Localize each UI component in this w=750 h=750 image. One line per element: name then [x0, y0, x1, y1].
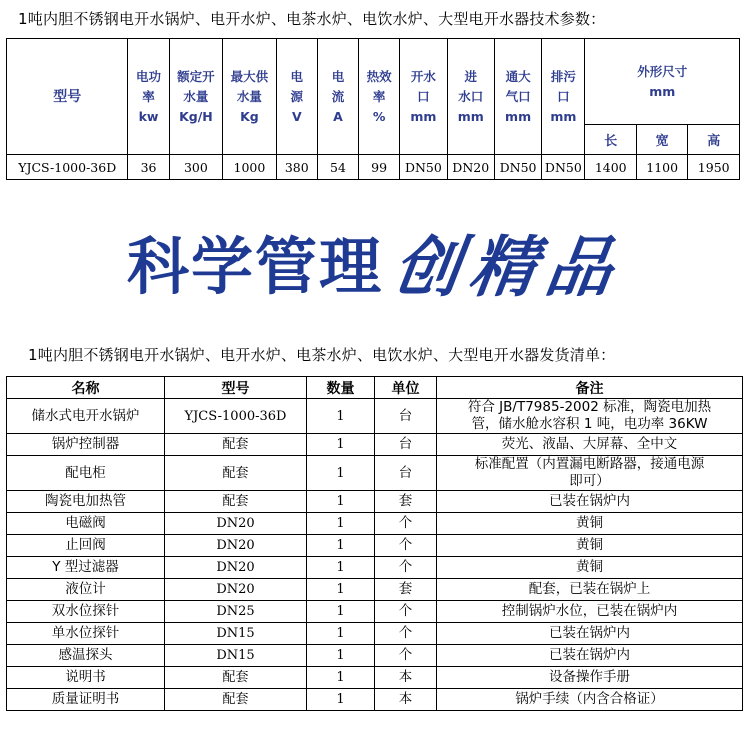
spec-cell-efficiency: 99: [359, 155, 400, 180]
spec-cell-drain: DN50: [542, 155, 585, 180]
packing-row: [7, 689, 743, 711]
packing-cell-unit: 台: [375, 434, 437, 456]
packing-note-line: 控制锅炉水位，已装在锅炉内: [501, 603, 678, 619]
spec-cell-current: 54: [317, 155, 358, 180]
slogan-accent: 创精品: [388, 228, 628, 306]
packing-row: [7, 399, 743, 434]
packing-cell-model: DN20: [165, 535, 307, 557]
spec-header-supply: 最大供 水量 Kg: [223, 39, 277, 155]
packing-cell-model: 配套: [165, 667, 307, 689]
packing-row: [7, 491, 743, 513]
packing-cell-qty: 1: [307, 645, 375, 667]
packing-cell-note: [437, 645, 743, 667]
packing-cell-model: 配套: [165, 689, 307, 711]
packing-row: [7, 667, 743, 689]
packing-cell-unit: 本: [375, 689, 437, 711]
packing-note-line: 锅炉手续（内含合格证）: [515, 691, 664, 707]
packing-cell-model: DN20: [165, 557, 307, 579]
slogan-banner: [0, 214, 750, 304]
packing-note-line: 标准配置（内置漏电断路器，接通电源: [474, 456, 705, 472]
packing-cell-note: [437, 456, 743, 491]
spec-cell-width: 1100: [636, 155, 687, 180]
packing-cell-unit: 个: [375, 557, 437, 579]
packing-cell-note: [437, 535, 743, 557]
packing-note-line: 配套，已装在锅炉上: [528, 581, 651, 597]
spec-cell-outlet: DN50: [400, 155, 447, 180]
packing-note-line: 设备操作手册: [549, 669, 630, 685]
packing-cell-unit: 个: [375, 535, 437, 557]
packing-row: [7, 645, 743, 667]
packing-cell-name: 锅炉控制器: [7, 434, 165, 456]
packing-note-line: 管，储水舱水容积 1 吨，电功率 36KW: [471, 416, 708, 432]
spec-cell-height: 1950: [688, 155, 740, 180]
packing-cell-name: Y 型过滤器: [7, 557, 165, 579]
packing-cell-name: 配电柜: [7, 456, 165, 491]
packing-cell-name: 止回阀: [7, 535, 165, 557]
packing-note-line: 黄铜: [576, 559, 603, 575]
packing-cell-name: 陶瓷电加热管: [7, 491, 165, 513]
packing-cell-name: 储水式电开水锅炉: [7, 399, 165, 434]
packing-cell-note: [437, 579, 743, 601]
packing-cell-qty: 1: [307, 535, 375, 557]
spec-cell-inlet: DN20: [447, 155, 494, 180]
packing-cell-name: 质量证明书: [7, 689, 165, 711]
packing-cell-unit: 本: [375, 667, 437, 689]
slogan-main: 科学管理: [126, 230, 383, 303]
packing-cell-qty: 1: [307, 456, 375, 491]
spec-row: [7, 155, 740, 180]
spec-cell-power: 36: [128, 155, 169, 180]
packing-cell-model: DN15: [165, 623, 307, 645]
packing-note-line: 黄铜: [576, 515, 603, 531]
packing-note-line: 荧光、液晶、大屏幕、全中文: [501, 436, 678, 452]
spec-cell-length: 1400: [585, 155, 636, 180]
spec-header-efficiency: 热效 率 %: [359, 39, 400, 155]
packing-note-line: 符合 JB/T7985-2002 标准，陶瓷电加热: [467, 399, 712, 415]
packing-cell-model: DN20: [165, 579, 307, 601]
packing-cell-qty: 1: [307, 557, 375, 579]
packing-cell-name: 电磁阀: [7, 513, 165, 535]
packing-cell-model: DN25: [165, 601, 307, 623]
spec-header-height: 高: [688, 125, 740, 155]
packing-cell-qty: 1: [307, 689, 375, 711]
packing-cell-qty: 1: [307, 579, 375, 601]
packing-row: [7, 513, 743, 535]
packing-cell-note: [437, 667, 743, 689]
packing-cell-qty: 1: [307, 623, 375, 645]
packing-cell-unit: 套: [375, 491, 437, 513]
packing-note-line: 已装在锅炉内: [549, 493, 630, 509]
spec-header-outlet: 开水 口 mm: [400, 39, 447, 155]
packing-cell-note: [437, 689, 743, 711]
packing-cell-unit: 个: [375, 601, 437, 623]
packing-cell-model: DN15: [165, 645, 307, 667]
packing-cell-unit: 套: [375, 579, 437, 601]
packing-cell-unit: 台: [375, 399, 437, 434]
packing-cell-model: 配套: [165, 491, 307, 513]
packing-header-qty: 数量: [307, 377, 375, 399]
packing-body: [7, 399, 743, 711]
packing-cell-qty: 1: [307, 667, 375, 689]
packing-cell-note: [437, 557, 743, 579]
packing-heading: 1吨内胆不锈钢电开水锅炉、电开水炉、电茶水炉、电饮水炉、大型电开水器发货清单：: [28, 346, 616, 364]
packing-cell-note: [437, 623, 743, 645]
spec-header-width: 宽: [636, 125, 687, 155]
packing-cell-unit: 个: [375, 645, 437, 667]
packing-row: [7, 557, 743, 579]
packing-cell-note: [437, 513, 743, 535]
packing-note-line: 即可）: [569, 473, 610, 489]
packing-row: [7, 456, 743, 491]
packing-cell-unit: 个: [375, 513, 437, 535]
packing-note-line: 已装在锅炉内: [549, 625, 630, 641]
packing-row: [7, 623, 743, 645]
spec-header-dimensions: 外形尺寸 mm: [585, 39, 740, 125]
spec-header-model: 型号: [7, 39, 128, 155]
spec-cell-vent: DN50: [494, 155, 541, 180]
spec-header-capacity: 额定开 水量 Kg/H: [169, 39, 223, 155]
packing-header-model: 型号: [165, 377, 307, 399]
packing-cell-name: 感温探头: [7, 645, 165, 667]
packing-cell-qty: 1: [307, 399, 375, 434]
spec-header-current: 电 流 A: [317, 39, 358, 155]
packing-row: [7, 601, 743, 623]
packing-header-name: 名称: [7, 377, 165, 399]
spec-header-inlet: 进 水口 mm: [447, 39, 494, 155]
spec-cell-capacity: 300: [169, 155, 223, 180]
spec-header-power: 电功 率 kw: [128, 39, 169, 155]
packing-header-note: 备注: [437, 377, 743, 399]
spec-header-length: 长: [585, 125, 636, 155]
packing-cell-note: [437, 434, 743, 456]
packing-header-unit: 单位: [375, 377, 437, 399]
packing-cell-unit: 个: [375, 623, 437, 645]
spec-cell-model: YJCS-1000-36D: [7, 155, 128, 180]
packing-cell-model: 配套: [165, 456, 307, 491]
packing-cell-name: 单水位探针: [7, 623, 165, 645]
packing-cell-qty: 1: [307, 513, 375, 535]
packing-cell-unit: 台: [375, 456, 437, 491]
packing-cell-note: [437, 399, 743, 434]
packing-cell-note: [437, 601, 743, 623]
packing-row: [7, 434, 743, 456]
packing-cell-name: 双水位探针: [7, 601, 165, 623]
packing-cell-note: [437, 491, 743, 513]
packing-cell-model: YJCS-1000-36D: [165, 399, 307, 434]
spec-cell-supply: 1000: [223, 155, 277, 180]
packing-row: [7, 535, 743, 557]
packing-header-row: [7, 377, 743, 399]
spec-header-voltage: 电 源 V: [276, 39, 317, 155]
packing-cell-qty: 1: [307, 601, 375, 623]
packing-note-line: 黄铜: [576, 537, 603, 553]
packing-cell-model: 配套: [165, 434, 307, 456]
packing-cell-qty: 1: [307, 434, 375, 456]
packing-note-line: 已装在锅炉内: [549, 647, 630, 663]
spec-header-vent: 通大 气口 mm: [494, 39, 541, 155]
packing-cell-model: DN20: [165, 513, 307, 535]
packing-cell-qty: 1: [307, 491, 375, 513]
spec-heading: 1吨内胆不锈钢电开水锅炉、电开水炉、电茶水炉、电饮水炉、大型电开水器技术参数：: [18, 10, 606, 28]
spec-cell-voltage: 380: [276, 155, 317, 180]
packing-cell-name: 说明书: [7, 667, 165, 689]
spec-header-drain: 排污 口 mm: [542, 39, 585, 155]
packing-cell-name: 液位计: [7, 579, 165, 601]
packing-table: [6, 376, 743, 711]
spec-table: [6, 38, 740, 180]
packing-row: [7, 579, 743, 601]
